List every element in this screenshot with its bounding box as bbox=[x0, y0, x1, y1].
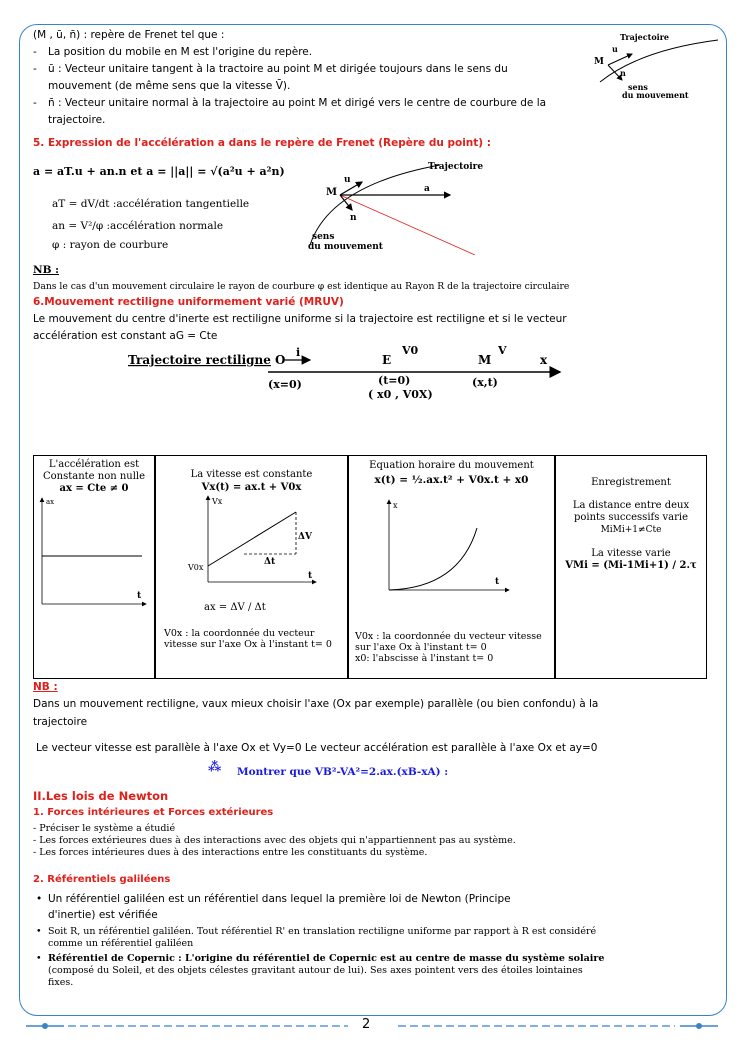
c1-axis-t: t bbox=[137, 591, 142, 601]
nb1-text: Dans le cas d'un mouvement circulaire le rayon de courbure φ est identique au Rayon R de la trajectoire circulaire bbox=[33, 281, 570, 292]
frenet-figure-small bbox=[580, 32, 720, 102]
c3-n2: sur l'axe Ox à l'instant t= 0 bbox=[355, 642, 487, 653]
fig1-u: u bbox=[612, 44, 618, 54]
fig1-trajectoire: Trajectoire bbox=[620, 32, 669, 42]
c4-l2: La distance entre deux bbox=[572, 500, 690, 511]
frenet-figure-acceleration bbox=[300, 155, 500, 255]
c1-graph bbox=[34, 496, 154, 636]
c2-n2: vitesse sur l'axe Ox à l'instant t= 0 bbox=[164, 639, 332, 650]
axis-i: i bbox=[296, 346, 301, 359]
fig1-mouvement: du mouvement bbox=[622, 90, 689, 100]
phi-line: φ : rayon de courbure bbox=[52, 239, 169, 251]
axis-o-sub: (x=0) bbox=[268, 378, 302, 391]
axis-label: Trajectoire rectiligne bbox=[128, 353, 271, 367]
c1-l1: L'accélération est bbox=[48, 459, 140, 470]
fig2-trajectoire: Trajectoire bbox=[428, 162, 484, 172]
bullet-u-cont: mouvement (de même sens que la vitesse V̄). bbox=[48, 80, 291, 92]
c3-graph bbox=[349, 498, 554, 608]
nb2-line3: Le vecteur vitesse est parallèle à l'axe Ox et Vy=0 Le vecteur accélération est parallèle à l'axe Ox et ay=0 bbox=[36, 742, 598, 754]
axis-v: V bbox=[498, 344, 507, 357]
section2-forces bbox=[33, 823, 516, 859]
c4-l1: Enregistrement bbox=[591, 477, 671, 488]
b2a: Soit R, un référentiel galiléen. Tout référentiel R' en translation rectiligne uniforme par rapport à R est considéré bbox=[48, 926, 597, 937]
section2-sub2: 2. Référentiels galiléens bbox=[33, 874, 171, 885]
c2-axis-t: t bbox=[308, 571, 313, 581]
table-cell-acceleration bbox=[33, 455, 155, 679]
b1a: Un référentiel galiléen est un référentiel dans lequel la première loi de Newton (Principe bbox=[48, 893, 511, 905]
c2-dv: ΔV bbox=[298, 532, 312, 542]
s1-l1: - Préciser le système a étudié bbox=[33, 823, 176, 834]
c1-l3: ax = Cte ≠ 0 bbox=[59, 483, 129, 494]
axis-v0: V0 bbox=[402, 344, 419, 357]
c3-axis-t: t bbox=[495, 577, 500, 587]
c4-l4: MiMi+1≠Cte bbox=[600, 525, 662, 535]
c2-v0x: V0x bbox=[188, 563, 204, 572]
c2-formula: ax = ΔV / Δt bbox=[204, 602, 266, 613]
table-cell-recording bbox=[555, 455, 707, 679]
b2b: comme un référentiel galiléen bbox=[48, 938, 194, 949]
fig1-n: n bbox=[620, 68, 626, 78]
bullet-n: n̄ : Vecteur unitaire normal à la trajectoire au point M et dirigé vers le centre de courbure de la bbox=[48, 97, 547, 109]
fig2-m: M bbox=[326, 187, 338, 198]
c1-l2: Constante non nulle bbox=[42, 471, 146, 482]
frenet-title: (M , ū, n̄) : repère de Frenet tel que : bbox=[33, 29, 225, 41]
axis-m-sub: (x,t) bbox=[472, 376, 498, 389]
footer-divider bbox=[20, 1016, 724, 1036]
bullet-u: ū : Vecteur unitaire tangent à la tractoire au point M et dirigée toujours dans le sens du bbox=[48, 63, 508, 75]
fig2-n: n bbox=[350, 213, 357, 223]
nb2-show: Montrer que VB²-VA²=2.ax.(xB-xA) : bbox=[237, 766, 449, 778]
bullet-origin: La position du mobile en M est l'origine du repère. bbox=[48, 46, 313, 58]
s1-l2: - Les forces extérieures dues à des interactions avec des objets qui n'appartiennent pas au système. bbox=[33, 835, 516, 846]
axis-m: M bbox=[478, 353, 492, 367]
page-number: 2 bbox=[362, 1017, 371, 1032]
galilean-bullets: • Un référentiel galiléen est un référentiel dans lequel la première loi de Newton (Principe d'inertie) est vérifiée • Soit R, un référentiel galiléen. Tout référentiel R' en translation rectiligne uniforme par rapport à R est considéré comme un référentiel galiléen • Référentiel de Copernic : L'origine du référentiel de Copernic est au centre de masse du système solaire (composé du Soleil, et des objets célestes gravitant autour de lui). Ses axes pointent vers des étoiles lointaines fixes. bbox=[36, 893, 605, 988]
section6-heading: 6.Mouvement rectiligne uniformement varié (MRUV) bbox=[33, 296, 344, 308]
c2-dt: Δt bbox=[264, 557, 276, 567]
s1-l3: - Les forces intérieures dues à des interactions entre les constituants du système. bbox=[33, 847, 428, 858]
c2-n1: V0x : la coordonnée du vecteur bbox=[164, 628, 315, 639]
fig2-a: a bbox=[424, 184, 430, 194]
axis-o: O bbox=[275, 353, 286, 367]
section2-sub1: 1. Forces intérieures et Forces extérieures bbox=[33, 807, 274, 818]
fig2-mouvement: du mouvement bbox=[308, 242, 383, 252]
c3-l2: x(t) = ½.ax.t² + V0x.t + x0 bbox=[374, 474, 529, 486]
nb2-line1: Dans un mouvement rectiligne, vaux mieux choisir l'axe (Ox par exemple) parallèle (ou bien confondu) à la bbox=[33, 698, 599, 710]
section5-heading: 5. Expression de l'accélération a dans le repère de Frenet (Repère du point) : bbox=[33, 137, 491, 149]
c2-graph bbox=[156, 494, 346, 594]
rectilinear-axis-diagram bbox=[120, 342, 580, 412]
c4-l3: points successifs varie bbox=[573, 512, 689, 523]
asterisks-icon: ⁂ bbox=[208, 760, 222, 775]
section6-line2: accélération est constant aG = Cte bbox=[33, 330, 218, 342]
c3-n3: x0: l'abscisse à l'instant t= 0 bbox=[355, 653, 494, 664]
fig2-u: u bbox=[344, 175, 351, 185]
c3-l1: Equation horaire du mouvement bbox=[369, 460, 534, 471]
axis-e-sub2: ( x0 , V0X) bbox=[368, 388, 433, 401]
bullet-n-cont: trajectoire. bbox=[48, 114, 106, 126]
nb2-title: NB : bbox=[33, 681, 58, 693]
frenet-bullets: - La position du mobile en M est l'origine du repère. - ū : Vecteur unitaire tangent à la tractoire au point M et dirigée toujours dans le sens du mouvement (de même sens que la vitesse V̄). - n̄ : Vecteur unitaire normal à la trajectoire au point M et dirigé vers le centre de courbure de la trajectoire. bbox=[33, 46, 547, 126]
axis-e-sub1: (t=0) bbox=[378, 374, 411, 387]
fig2-sens: sens bbox=[312, 232, 335, 242]
c2-axis-y: Vx bbox=[212, 497, 223, 506]
section2-heading: II.Les lois de Newton bbox=[33, 789, 169, 803]
b3c: fixes. bbox=[48, 977, 74, 988]
an-line: an = V²/φ :accélération normale bbox=[52, 220, 224, 232]
at-line: aT = dV/dt :accélération tangentielle bbox=[52, 198, 250, 210]
fig1-sens: sens bbox=[628, 82, 648, 92]
section6-line1: Le mouvement du centre d'inerte est rectiligne uniforme si la trajectoire est rectiligne et si le vecteur bbox=[33, 313, 567, 325]
axis-x: x bbox=[540, 353, 548, 367]
c4-l6: VMi = (Mi-1Mi+1) / 2.τ bbox=[565, 560, 697, 571]
nb1-title: NB : bbox=[33, 264, 60, 276]
section5-formula: a = aT.u + an.n et a = ||a|| = √(a²u + a²n) bbox=[33, 165, 285, 178]
b3a: Référentiel de Copernic : L'origine du référentiel de Copernic est au centre de masse du système solaire bbox=[48, 953, 605, 964]
b1b: d'inertie) est vérifiée bbox=[48, 909, 158, 921]
c2-l2: Vx(t) = ax.t + V0x bbox=[201, 482, 302, 493]
table-cell-position bbox=[348, 455, 555, 679]
fig1-m: M bbox=[594, 57, 604, 67]
table-cell-velocity bbox=[155, 455, 348, 679]
c3-axis-y: x bbox=[393, 501, 398, 510]
c4-l5: La vitesse varie bbox=[591, 548, 671, 559]
nb2-line2: trajectoire bbox=[33, 716, 88, 728]
b3b: (composé du Soleil, et des objets célestes gravitant autour de lui). Ses axes pointent vers des étoiles lointaines bbox=[48, 965, 583, 976]
c3-n1: V0x : la coordonnée du vecteur vitesse bbox=[355, 631, 542, 642]
c1-axis-y: ax bbox=[46, 498, 55, 506]
c2-l1: La vitesse est constante bbox=[190, 469, 313, 480]
axis-e: E bbox=[382, 353, 392, 367]
